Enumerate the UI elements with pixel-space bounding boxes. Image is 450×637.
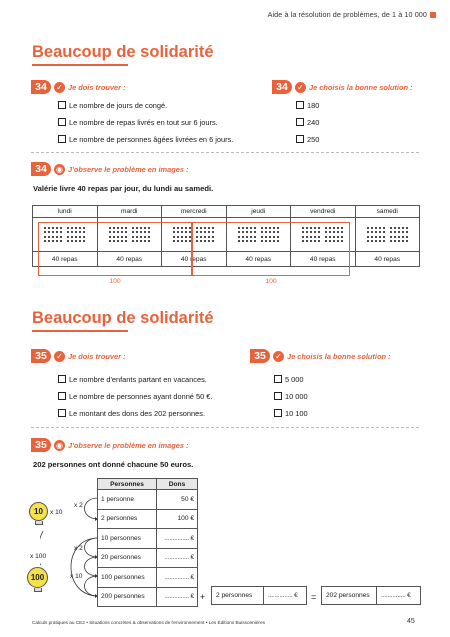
meal-dot: [402, 227, 404, 229]
title-underline: [32, 330, 128, 332]
find-label: Je dois trouver :: [68, 83, 126, 92]
day-header: mercredi: [162, 206, 227, 218]
group-bracket-2: [192, 268, 350, 276]
checkbox[interactable]: [274, 409, 282, 417]
meal-count: 40 repas: [355, 252, 420, 267]
meal-dot: [390, 227, 392, 229]
meal-dot: [371, 227, 373, 229]
meal-dot: [383, 231, 385, 233]
meal-count: 40 repas: [97, 252, 162, 267]
problem-intro: 202 personnes ont donné chacune 50 euros.: [33, 460, 194, 469]
day-header: jeudi: [226, 206, 291, 218]
meal-dot: [367, 231, 369, 233]
day-header: samedi: [355, 206, 420, 218]
table-row: [98, 509, 198, 529]
meal-dot: [402, 240, 404, 242]
meal-dot: [398, 227, 400, 229]
meal-dot: [394, 231, 396, 233]
dot-block: [389, 226, 409, 244]
title-underline: [32, 64, 128, 66]
checkbox[interactable]: [58, 375, 66, 383]
meal-dot: [406, 231, 408, 233]
don-cell[interactable]: ............... €: [157, 548, 198, 568]
meal-dot: [375, 227, 377, 229]
meal-dot: [375, 231, 377, 233]
choose-option-3[interactable]: 250: [296, 132, 319, 146]
meal-dot: [390, 231, 392, 233]
checkbox[interactable]: [274, 392, 282, 400]
find-label: Je dois trouver :: [68, 352, 126, 361]
observe-label: J'observe le problème en images :: [68, 441, 189, 450]
problem-number-badge-2: 34: [272, 80, 292, 94]
problem-34-title: Beaucoup de solidarité: [32, 43, 214, 61]
table-row: [98, 529, 198, 549]
meal-count: 40 repas: [162, 252, 227, 267]
factor-x100: x 100: [30, 553, 47, 560]
table-row: [98, 490, 198, 510]
factor-x2-b: x 2: [74, 545, 83, 552]
meal-dot: [398, 231, 400, 233]
find-option-2[interactable]: Le nombre de repas livrés en tout sur 6 jours.: [58, 115, 233, 129]
meal-dot: [390, 240, 392, 242]
meal-dot: [367, 236, 369, 238]
find-options: [58, 98, 233, 146]
meal-dot: [375, 236, 377, 238]
find-option-2[interactable]: Le nombre de personnes ayant donné 50 €.: [58, 389, 212, 403]
meal-dot: [371, 231, 373, 233]
meal-dot: [394, 227, 396, 229]
don-cell: 100 €: [157, 509, 198, 529]
meal-dot: [402, 231, 404, 233]
meal-count: 40 repas: [33, 252, 98, 267]
find-option-1[interactable]: Le nombre d'enfants partant en vacances.: [58, 372, 212, 386]
meal-dot: [371, 236, 373, 238]
meal-dot: [406, 227, 408, 229]
choose-label: Je choisis la bonne solution :: [309, 83, 413, 92]
table-row: [98, 587, 198, 607]
check-icon: ✓: [295, 82, 306, 93]
group-frame-2: [192, 222, 350, 268]
find-option-3[interactable]: Le nombre de personnes âgées livrées en 6 jours.: [58, 132, 233, 146]
checkbox[interactable]: [58, 118, 66, 126]
problem-number-badge-2: 35: [250, 349, 270, 363]
bulb-10: 10: [29, 502, 48, 525]
choose-option-2[interactable]: 240: [296, 115, 319, 129]
checkbox[interactable]: [274, 375, 282, 383]
meal-dot: [383, 227, 385, 229]
factor-x10-b: x 10: [70, 573, 83, 580]
meal-dots: [355, 218, 420, 252]
meal-dot: [383, 240, 385, 242]
meal-dot: [390, 236, 392, 238]
meal-dot: [367, 227, 369, 229]
don-cell[interactable]: ............... €: [157, 587, 198, 607]
eye-icon: ◉: [54, 164, 65, 175]
find-option-1[interactable]: Le nombre de jours de congé.: [58, 98, 233, 112]
observe-label: J'observe le problème en images :: [68, 165, 189, 174]
find-option-3[interactable]: Le montant des dons des 202 personnes.: [58, 406, 212, 420]
divider: [31, 427, 419, 428]
checkbox[interactable]: [296, 101, 304, 109]
header-square-icon: [430, 12, 436, 18]
meal-dot: [394, 236, 396, 238]
eye-icon: ◉: [54, 440, 65, 451]
find-options: [58, 372, 212, 420]
group-label-2: 100: [265, 278, 277, 285]
persons-cell: 20 personnes: [98, 548, 157, 568]
meal-dot: [383, 236, 385, 238]
meal-count: 40 repas: [291, 252, 356, 267]
check-icon: ✓: [54, 351, 65, 362]
donation-table: [97, 478, 198, 607]
group-label-1: 100: [109, 278, 121, 285]
extra-box-2-persons: 2 personnes ............... €: [211, 586, 307, 605]
meal-dot: [394, 240, 396, 242]
meal-dot: [398, 236, 400, 238]
col-header-persons: Personnes: [98, 479, 157, 490]
problem-35-title: Beaucoup de solidarité: [32, 309, 214, 327]
meal-dot: [371, 240, 373, 242]
problem-number-badge: 34: [31, 80, 51, 94]
persons-cell: 2 personnes: [98, 509, 157, 529]
choose-option-3[interactable]: 10 100: [274, 406, 308, 420]
meal-dot: [375, 240, 377, 242]
table-row: [98, 568, 198, 588]
day-header: lundi: [33, 206, 98, 218]
col-header-dons: Dons: [157, 479, 198, 490]
equals-sign: =: [311, 592, 317, 602]
don-cell[interactable]: ............... €: [157, 529, 198, 549]
day-header: vendredi: [291, 206, 356, 218]
meal-dot: [398, 240, 400, 242]
meal-dot: [379, 231, 381, 233]
checkbox[interactable]: [58, 101, 66, 109]
meal-count: 40 repas: [226, 252, 291, 267]
don-cell: 50 €: [157, 490, 198, 510]
meal-dot: [379, 240, 381, 242]
check-icon: ✓: [54, 82, 65, 93]
meal-dot: [379, 236, 381, 238]
plus-sign: +: [200, 592, 206, 602]
meal-dot: [379, 227, 381, 229]
problem-intro: Valérie livre 40 repas par jour, du lundi au samedi.: [33, 184, 214, 193]
checkbox[interactable]: [296, 118, 304, 126]
persons-cell: 200 personnes: [98, 587, 157, 607]
persons-cell: 10 personnes: [98, 529, 157, 549]
checkbox[interactable]: [58, 135, 66, 143]
day-header: mardi: [97, 206, 162, 218]
choose-option-2[interactable]: 10 000: [274, 389, 308, 403]
group-bracket-1: [38, 268, 192, 276]
choose-option-1[interactable]: 5 000: [274, 372, 308, 386]
choose-options: [296, 98, 319, 146]
choose-option-1[interactable]: 180: [296, 98, 319, 112]
checkbox[interactable]: [296, 135, 304, 143]
dot-block: [366, 226, 386, 244]
extra-box-202-persons: 202 personnes ............... €: [321, 586, 421, 605]
running-header: Aide à la résolution de problèmes, de 1 à 10 000: [268, 10, 436, 19]
factor-x2: x 2: [74, 502, 83, 509]
persons-cell: 1 personne: [98, 490, 157, 510]
arrows: [40, 485, 100, 610]
problem-number-badge-3: 35: [31, 438, 51, 452]
checkbox[interactable]: [58, 392, 66, 400]
table-row: [98, 548, 198, 568]
bulb-100: 100: [27, 567, 48, 592]
meal-dot: [402, 236, 404, 238]
problem-number-badge-3: 34: [31, 162, 51, 176]
meal-dot: [406, 236, 408, 238]
factor-x10: x 10: [50, 509, 63, 516]
divider: [31, 152, 419, 153]
checkbox[interactable]: [58, 409, 66, 417]
problem-number-badge: 35: [31, 349, 51, 363]
don-cell[interactable]: ............... €: [157, 568, 198, 588]
group-frame-1: [38, 222, 192, 268]
choose-label: Je choisis la bonne solution :: [287, 352, 391, 361]
footer-text: Calculs pratiques au CE2 • Situations concrètes & observations de l'environnement • Les Éditions Buissonnières: [32, 620, 265, 625]
choose-options: [274, 372, 308, 420]
check-icon: ✓: [273, 351, 284, 362]
page-number: 45: [407, 618, 415, 625]
meal-dot: [406, 240, 408, 242]
persons-cell: 100 personnes: [98, 568, 157, 588]
meal-dot: [367, 240, 369, 242]
